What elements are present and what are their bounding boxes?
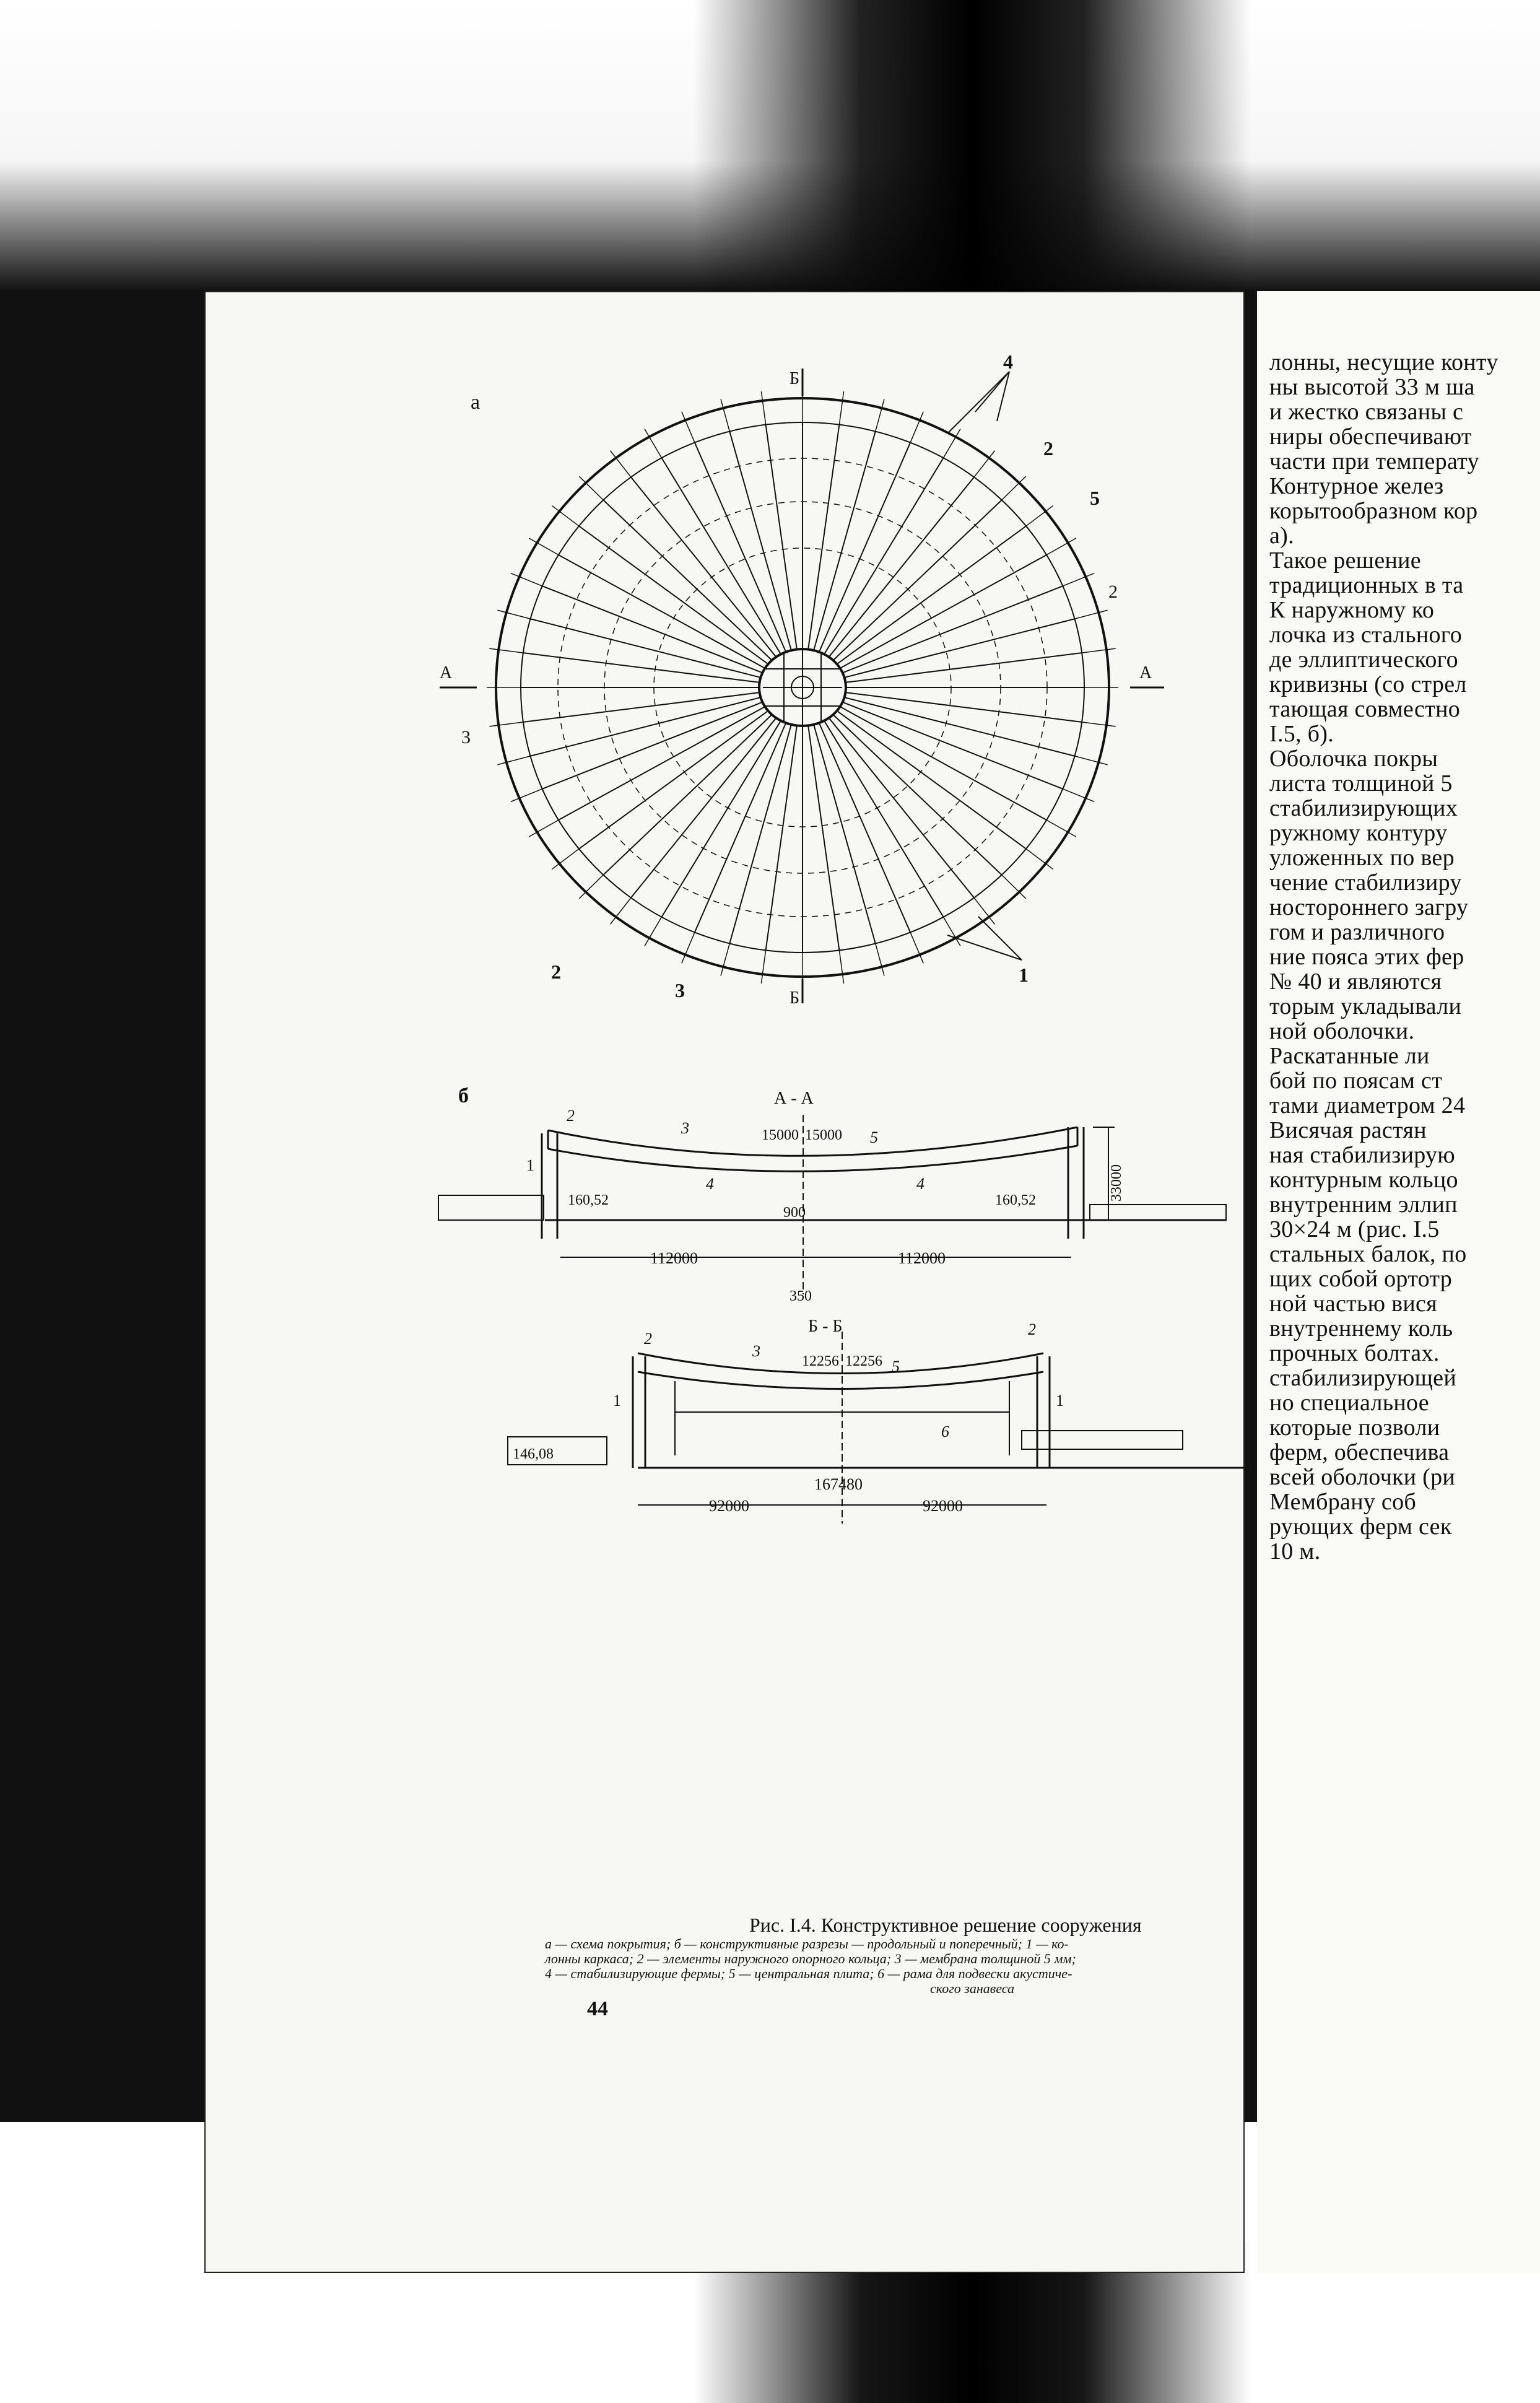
column-tick — [1002, 476, 1026, 500]
text-line: и жестко связаны с — [1269, 399, 1464, 424]
text-line: внутреннему коль — [1269, 1316, 1453, 1341]
text-line: I.5, б). — [1269, 722, 1334, 746]
text-line: Оболочка покры — [1269, 746, 1438, 771]
column-tick — [1002, 875, 1026, 899]
section-bb-callout-3: 3 — [752, 1342, 760, 1360]
text-line: стабилизирующей — [1269, 1366, 1456, 1390]
column-tick — [489, 722, 523, 726]
text-line: рующих ферм сек — [1269, 1514, 1452, 1539]
figure-legend-line-1: а — схема покрытия; б — конструктивные разрезы — продольный и поперечный; 1 — ко- — [545, 1936, 1069, 1952]
text-line: уложенных по вер — [1269, 845, 1455, 870]
text-line: № 40 и являются — [1269, 969, 1442, 994]
column-tick — [876, 943, 884, 975]
column-tick — [1074, 610, 1107, 619]
text-line: ферм, обеспечива — [1269, 1440, 1450, 1465]
plan-section-a-right: А — [1139, 663, 1152, 683]
text-line: ностороннего загру — [1269, 895, 1469, 920]
plan-section-b-top: Б — [790, 369, 800, 388]
figure-legend-line-2: лонны каркаса; 2 — элементы наружного опорного кольца; 3 — мембрана толщиной 5 мм; — [545, 1951, 1076, 1966]
page-number: 44 — [587, 1997, 608, 2020]
figure-legend-line-3: 4 — стабилизирующие фермы; 5 — центральная плита; 6 — рама для подвески акустиче- — [545, 1966, 1072, 1981]
section-aa-callout-3: 3 — [681, 1119, 689, 1137]
column-tick — [579, 476, 603, 500]
text-line: Контурное желез — [1269, 474, 1444, 499]
radial-truss — [662, 458, 781, 654]
text-line: которые позволи — [1269, 1415, 1440, 1440]
right-page-text — [1269, 350, 1540, 1564]
text-line: торым укладывали — [1269, 994, 1462, 1019]
text-line: лонны, несущие конту — [1269, 350, 1499, 375]
plan-callout-4: 4 — [1003, 351, 1013, 373]
radial-truss — [824, 721, 944, 917]
radial-truss — [559, 555, 765, 668]
plan-callout-3: 3 — [461, 727, 471, 748]
radial-truss — [840, 555, 1046, 668]
section-aa-elev-right: 160,52 — [995, 1192, 1036, 1208]
left-page — [204, 291, 1245, 2273]
text-line: всей оболочки (ри — [1269, 1465, 1456, 1489]
section-aa-callout-1: 1 — [526, 1156, 534, 1174]
roof-plan — [440, 369, 1164, 1003]
text-line: листа толщиной 5 — [1269, 771, 1453, 796]
column-tick — [944, 917, 961, 946]
section-bb-dim-center-left: 12256 — [802, 1353, 839, 1369]
radial-truss — [833, 500, 1001, 660]
text-line: 30×24 м (рис. I.5 — [1269, 1217, 1440, 1242]
plan-callout-2: 2 — [1043, 437, 1053, 460]
text-line: ружному контуру — [1269, 821, 1448, 845]
text-line: гом и различного — [1269, 920, 1445, 944]
radial-truss — [840, 707, 1046, 820]
radial-truss — [603, 500, 772, 660]
section-bb-callout-1b: 1 — [1056, 1392, 1064, 1410]
text-line: но специальное — [1269, 1390, 1429, 1415]
section-bb-span-right: 92000 — [923, 1497, 963, 1515]
section-aa-callout-5: 5 — [870, 1128, 878, 1146]
text-line: 10 м. — [1269, 1539, 1321, 1564]
column-tick — [489, 648, 523, 653]
text-line: ная стабилизирую — [1269, 1143, 1455, 1167]
section-aa-span-left: 112000 — [650, 1249, 698, 1267]
column-tick — [876, 399, 884, 431]
section-aa-height: 33000 — [1108, 1164, 1125, 1202]
column-tick — [1082, 648, 1116, 653]
column-tick — [839, 391, 843, 425]
text-line: традиционных в та — [1269, 573, 1464, 598]
section-aa-callout-2: 2 — [567, 1107, 575, 1125]
radial-truss — [833, 715, 1001, 875]
section-aa-callout-4a: 4 — [706, 1175, 714, 1193]
text-line: стальных балок, по — [1269, 1242, 1467, 1267]
column-tick — [497, 756, 530, 765]
text-line: бой по поясам ст — [1269, 1068, 1443, 1093]
column-tick — [761, 391, 765, 425]
plan-callout-1: 1 — [1019, 964, 1029, 986]
column-tick — [761, 950, 765, 983]
text-line: внутренним эллип — [1269, 1192, 1458, 1217]
plan-section-a-left: А — [440, 663, 453, 683]
section-bb-callout-2b: 2 — [1028, 1320, 1036, 1338]
text-line: де эллиптического — [1269, 647, 1458, 672]
plan-callout-5: 5 — [1090, 487, 1100, 509]
text-line: контурным кольцо — [1269, 1167, 1458, 1192]
column-tick — [944, 429, 961, 458]
plan-callout-2b: 2 — [1108, 582, 1118, 602]
section-bb-callout-5: 5 — [892, 1358, 900, 1376]
radial-truss — [559, 707, 765, 820]
figure-drawing — [204, 291, 1245, 1994]
figure-legend-line-4: ского занавеса — [929, 1981, 1015, 1996]
section-bb-callout-2a: 2 — [644, 1330, 652, 1348]
text-line: тающая совместно — [1269, 697, 1461, 722]
section-bb-span-total: 167480 — [814, 1475, 863, 1493]
section-aa-dim-center-right: 15000 — [805, 1127, 842, 1143]
text-line: кривизны (со стрел — [1269, 672, 1467, 697]
text-line: части при температу — [1269, 449, 1479, 474]
text-line: ниры обеспечивают — [1269, 424, 1472, 449]
plan-callout-3b: 3 — [675, 979, 685, 1001]
text-line: К наружному ко — [1269, 598, 1435, 622]
text-line: тами диаметром 24 — [1269, 1093, 1466, 1118]
column-tick — [645, 917, 662, 946]
text-line: ной оболочки. — [1269, 1019, 1415, 1044]
section-aa-span-right: 112000 — [898, 1249, 946, 1267]
text-line: ние пояса этих фер — [1269, 944, 1464, 969]
section-aa-title: А - А — [774, 1089, 814, 1108]
plan-section-b-bottom: Б — [790, 988, 800, 1008]
text-line: ны высотой 33 м ша — [1269, 375, 1475, 399]
section-aa-elev-left: 160,52 — [568, 1192, 609, 1208]
text-line: лочка из стального — [1269, 622, 1462, 647]
text-line: корытообразном кор — [1269, 499, 1478, 523]
text-line: Раскатанные ли — [1269, 1044, 1430, 1068]
right-page — [1257, 291, 1540, 2273]
text-line: чение стабилизиру — [1269, 870, 1462, 895]
column-tick — [579, 875, 603, 899]
sections-label-b: б — [458, 1084, 469, 1107]
text-line: Мембрану соб — [1269, 1489, 1417, 1514]
column-tick — [1082, 722, 1116, 726]
text-line: щих собой ортотр — [1269, 1267, 1453, 1291]
section-bb-callout-6: 6 — [941, 1423, 949, 1441]
plan-label-a: а — [471, 391, 481, 414]
column-tick — [721, 943, 729, 975]
radial-truss — [603, 715, 772, 875]
radial-truss — [824, 458, 944, 654]
section-bb-callout-1a: 1 — [613, 1392, 621, 1410]
section-bb-span-left: 92000 — [709, 1497, 749, 1515]
section-aa-dim-900: 900 — [783, 1205, 806, 1221]
text-line: ной частью вися — [1269, 1291, 1437, 1316]
column-tick — [721, 399, 729, 431]
column-tick — [497, 610, 530, 619]
binding-shadow-top — [694, 0, 1251, 297]
text-line: а). — [1269, 523, 1294, 548]
section-aa-dim-350: 350 — [790, 1288, 812, 1304]
radial-truss — [662, 721, 781, 917]
text-line: прочных болтах. — [1269, 1341, 1440, 1366]
figure-title: Рис. I.4. Конструктивное решение сооружения — [749, 1914, 1142, 1936]
section-bb-elev: 146,08 — [513, 1446, 554, 1462]
column-tick — [1074, 756, 1107, 765]
text-line: Такое решение — [1269, 548, 1421, 573]
section-aa-dim-center-left: 15000 — [762, 1127, 799, 1143]
section-aa-callout-4b: 4 — [916, 1175, 924, 1193]
text-line: стабилизирующих — [1269, 796, 1458, 821]
column-tick — [839, 950, 843, 983]
section-bb-dim-center-right: 12256 — [845, 1353, 882, 1369]
text-line: Висячая растян — [1269, 1118, 1427, 1143]
section-bb-title: Б - Б — [808, 1317, 843, 1336]
column-tick — [645, 429, 662, 458]
plan-callout-2c: 2 — [551, 961, 561, 983]
